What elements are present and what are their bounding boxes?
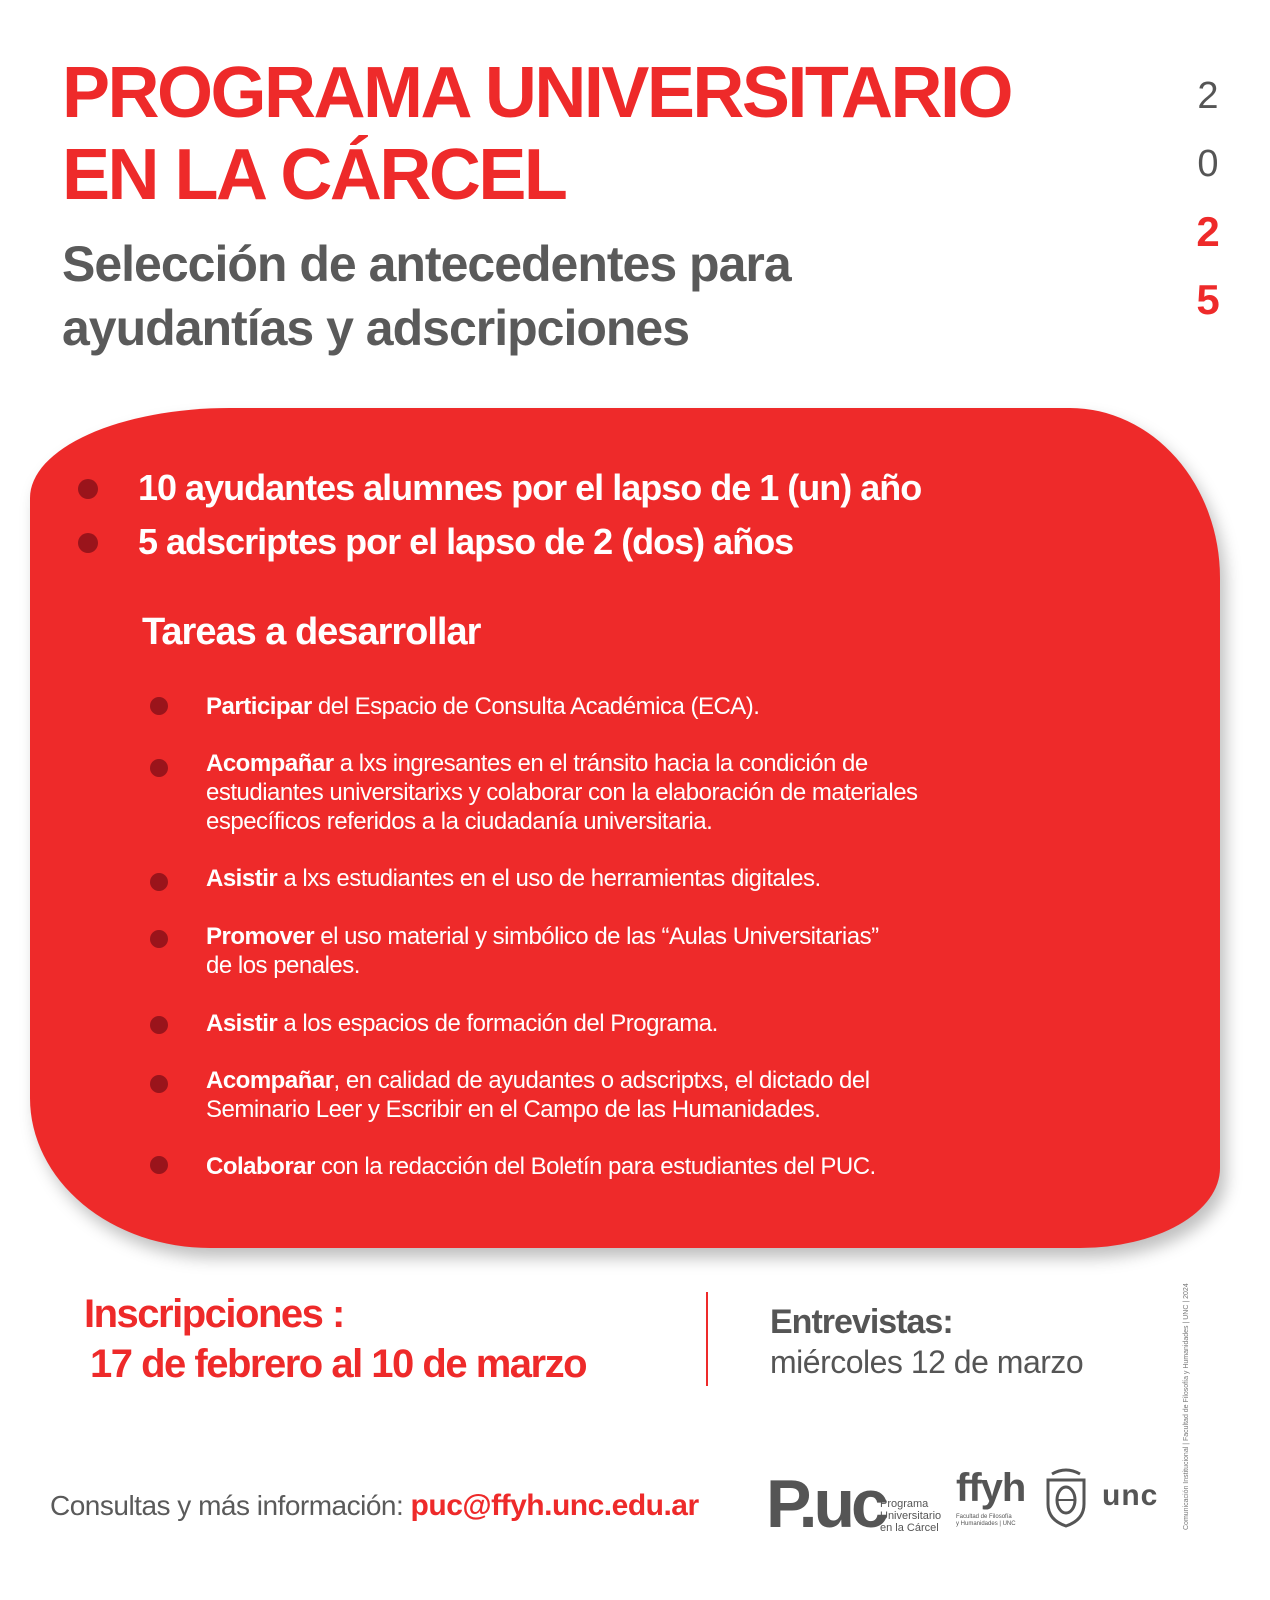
bullet-icon [78, 479, 98, 499]
year-digit-2: 0 [1197, 143, 1219, 185]
ffyh-caption-line: Facultad de Filosofía [956, 1514, 1012, 1520]
puc-caption-line: Universitario [880, 1510, 942, 1522]
ffyh-logo: ffyh [956, 1466, 1026, 1510]
task-text: a lxs estudiantes en el uso de herramientas digitales. [277, 865, 821, 892]
inscripciones-dates: 17 de febrero al 10 de marzo [90, 1342, 587, 1386]
contact-label: Consultas y más información: [50, 1490, 411, 1521]
credit-line: Comunicación Institucional [1183, 1446, 1190, 1530]
task-text: estudiantes universitarixs y colaborar con la elaboración de materiales [206, 779, 918, 806]
entrevistas-label: Entrevistas: [770, 1303, 953, 1341]
entrevistas-date: miércoles 12 de marzo [770, 1344, 1084, 1380]
bullet-icon [150, 1156, 168, 1174]
task-verb: Acompañar [206, 1067, 334, 1094]
bullet-icon [150, 873, 168, 891]
position-item-1: 10 ayudantes alumnes por el lapso de 1 (un) año [138, 467, 922, 508]
inscripciones-label: Inscripciones : [84, 1292, 344, 1336]
bullet-icon [150, 1016, 168, 1034]
contact-email-link[interactable]: puc@ffyh.unc.edu.ar [410, 1489, 699, 1522]
title-line-2: EN LA CÁRCEL [62, 135, 566, 215]
task-text: Seminario Leer y Escribir en el Campo de las Humanidades. [206, 1096, 821, 1123]
task-text: el uso material y simbólico de las “Aulas Universitarias” [314, 923, 879, 950]
task-text: del Espacio de Consulta Académica (ECA). [311, 693, 760, 720]
task-text: , en calidad de ayudantes o adscriptxs, el dictado del [333, 1067, 870, 1094]
task-text: a lxs ingresantes en el tránsito hacia la condición de [333, 750, 868, 777]
bullet-icon [150, 697, 168, 715]
task-verb: Colaborar [206, 1153, 315, 1180]
bullet-icon [150, 759, 168, 777]
year-digit-4: 5 [1196, 276, 1220, 323]
ffyh-caption-line: y Humanidades | UNC [956, 1521, 1016, 1527]
task-verb: Participar [206, 693, 312, 720]
contact-info [50, 1488, 699, 1524]
year-digit-1: 2 [1197, 75, 1219, 117]
puc-logo-caption [880, 1498, 960, 1534]
puc-caption-line: Programa [880, 1498, 929, 1510]
puc-logo: P.uc [766, 1466, 885, 1542]
task-text: de los penales. [206, 952, 360, 979]
design-credit: Comunicación Institucional | Facultad de Filosofía y Humanidades | UNC | 2024 [1183, 1283, 1190, 1530]
puc-caption-line: en la Cárcel [880, 1522, 939, 1534]
task-text: con la redacción del Boletín para estudiantes del PUC. [314, 1153, 876, 1180]
position-item-2: 5 adscriptes por el lapso de 2 (dos) años [138, 521, 794, 562]
section-divider [706, 1292, 708, 1386]
credit-line: Facultad de Filosofía y Humanidades | UNC [1183, 1304, 1190, 1442]
task-verb: Asistir [206, 1010, 278, 1037]
task-verb: Promover [206, 923, 315, 950]
ffyh-logo-caption [956, 1514, 1036, 1528]
credit-year: 2024 [1183, 1283, 1190, 1299]
bullet-icon [78, 533, 98, 553]
unc-shield-icon [1042, 1466, 1090, 1528]
bullet-icon [150, 930, 168, 948]
page-title [62, 52, 1011, 216]
task-verb: Acompañar [206, 750, 334, 777]
task-item-3 [206, 864, 1086, 893]
task-item-2 [206, 749, 1086, 836]
unc-logo: unc [1102, 1479, 1159, 1512]
task-item-4 [206, 922, 1086, 980]
tasks-heading: Tareas a desarrollar [142, 611, 481, 653]
year-digit-3: 2 [1196, 208, 1220, 255]
subtitle-line-1: Selección de antecedentes para [62, 236, 791, 292]
task-text: a los espacios de formación del Programa. [277, 1010, 718, 1037]
task-item-1 [206, 692, 1086, 721]
task-item-5 [206, 1009, 1086, 1038]
title-line-1: PROGRAMA UNIVERSITARIO [62, 53, 1012, 133]
bullet-icon [150, 1075, 168, 1093]
task-item-6 [206, 1066, 1086, 1124]
page-subtitle [62, 232, 791, 360]
task-text: específicos referidos a la ciudadanía universitaria. [206, 808, 713, 835]
subtitle-line-2: ayudantías y adscripciones [62, 300, 690, 356]
task-item-7 [206, 1152, 1086, 1181]
task-verb: Asistir [206, 865, 278, 892]
year-vertical [1180, 62, 1236, 334]
